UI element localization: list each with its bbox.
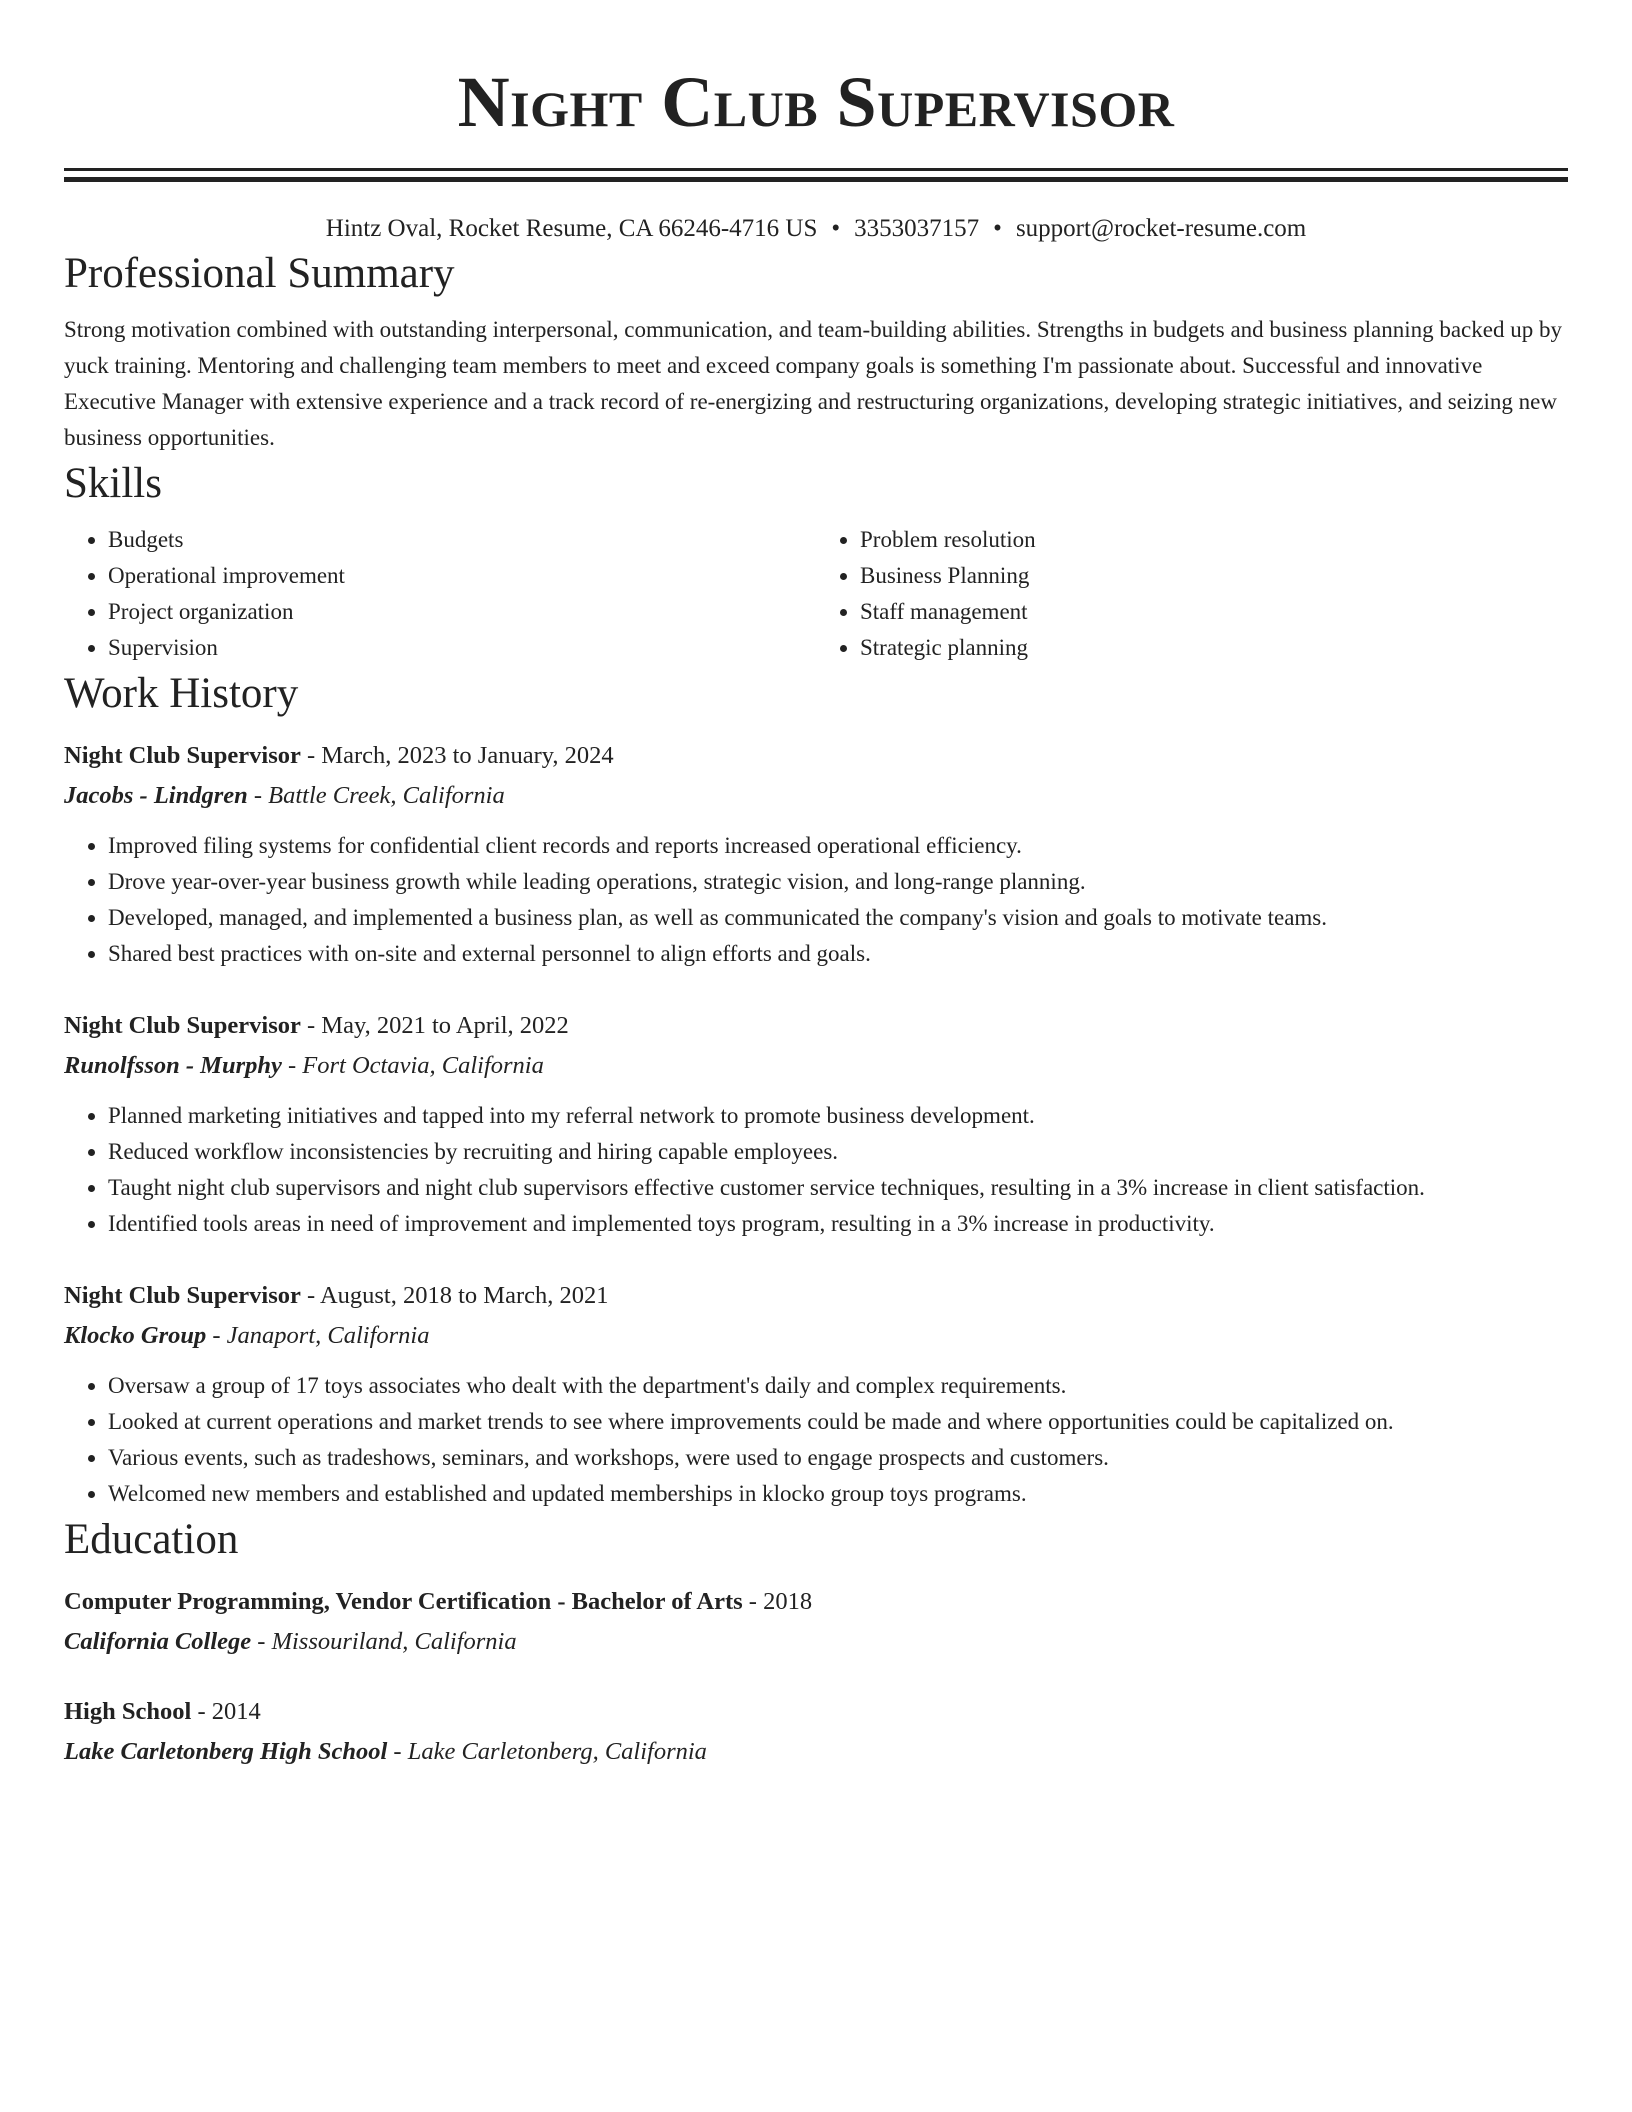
- education-location: - Lake Carletonberg, California: [387, 1738, 707, 1765]
- job-employer: [64, 1316, 1568, 1356]
- skill-item: • Problem resolution: [860, 522, 1568, 558]
- skill-item: • Operational improvement: [108, 558, 816, 594]
- job-bullet: • Various events, such as tradeshows, seminars, and workshops, were used to engage prospects and customers.: [108, 1440, 1568, 1476]
- skill-item: • Staff management: [860, 594, 1568, 630]
- job-bullets: [64, 1098, 1568, 1242]
- job-bullet: • Shared best practices with on-site and external personnel to align efforts and goals.: [108, 936, 1568, 972]
- education-institution: [64, 1622, 1568, 1662]
- header-divider-thick: [64, 177, 1568, 182]
- job-employer: [64, 1046, 1568, 1086]
- job-employer: [64, 776, 1568, 816]
- job-heading: [64, 1276, 1568, 1316]
- contact-separator: •: [831, 215, 841, 242]
- job-bullet: • Drove year-over-year business growth while leading operations, strategic vision, and long-range planning.: [108, 864, 1568, 900]
- skill-item: • Strategic planning: [860, 630, 1568, 666]
- job-bullet: • Taught night club supervisors and night club supervisors effective customer service techniques, resulting in a 3% increase in client satisfaction.: [108, 1170, 1568, 1206]
- education-location: - Missouriland, California: [251, 1628, 517, 1655]
- skill-item: • Project organization: [108, 594, 816, 630]
- job-company: Klocko Group: [64, 1322, 207, 1349]
- job-bullet: • Planned marketing initiatives and tapped into my referral network to promote business development.: [108, 1098, 1568, 1134]
- education-degree: High School: [64, 1698, 192, 1725]
- education-school: California College: [64, 1628, 252, 1655]
- education-entry: [64, 1582, 1568, 1662]
- education-institution: [64, 1732, 1568, 1772]
- job-heading: [64, 1006, 1568, 1046]
- job-bullet: • Improved filing systems for confidential client records and reports increased operational efficiency.: [108, 828, 1568, 864]
- job-entry: [64, 1006, 1568, 1242]
- job-bullets: [64, 828, 1568, 972]
- job-dates: - May, 2021 to April, 2022: [300, 1012, 569, 1039]
- contact-email: support@rocket-resume.com: [1015, 215, 1307, 242]
- job-company: Jacobs - Lindgren: [64, 782, 248, 809]
- skill-item: • Budgets: [108, 522, 816, 558]
- education-heading: [64, 1582, 1568, 1622]
- job-role: Night Club Supervisor: [64, 1282, 301, 1309]
- education-degree: Computer Programming, Vendor Certification - Bachelor of Arts: [64, 1588, 743, 1615]
- education-entry: [64, 1692, 1568, 1772]
- skills-column-right: [816, 522, 1568, 666]
- job-location: - Janaport, California: [206, 1322, 430, 1349]
- contact-line: [64, 212, 1568, 246]
- job-heading: [64, 736, 1568, 776]
- education-school: Lake Carletonberg High School: [64, 1738, 388, 1765]
- skills-grid: [64, 522, 1568, 666]
- job-bullet: • Looked at current operations and market trends to see where improvements could be made and where opportunities could be capitalized on.: [108, 1404, 1568, 1440]
- job-location: - Battle Creek, California: [247, 782, 505, 809]
- skill-item: • Supervision: [108, 630, 816, 666]
- contact-address: Hintz Oval, Rocket Resume, CA 66246-4716 US: [325, 215, 818, 242]
- education-heading: [64, 1692, 1568, 1732]
- summary-text: Strong motivation combined with outstanding interpersonal, communication, and team-building abilities. Strengths in budgets and business planning backed up by yuck training. Mentoring and challenging team members to meet and exceed company goals is something I'm passionate about. Successful and innovative Executive Manager with extensive experience and a track record of re-energizing and restructuring organizations, developing strategic initiatives, and seizing new business opportunities.: [64, 317, 1562, 450]
- job-bullet: • Reduced workflow inconsistencies by recruiting and hiring capable employees.: [108, 1134, 1568, 1170]
- job-role: Night Club Supervisor: [64, 1012, 301, 1039]
- section-title-skills: Skills: [64, 460, 162, 507]
- skill-item: • Business Planning: [860, 558, 1568, 594]
- contact-separator: •: [993, 215, 1002, 242]
- header-divider-thin: [64, 168, 1568, 171]
- job-bullet: • Identified tools areas in need of improvement and implemented toys program, resulting in a 3% increase in productivity.: [108, 1206, 1568, 1242]
- skills-column-left: [64, 522, 816, 666]
- job-entry: [64, 736, 1568, 972]
- section-title-work-history: Work History: [64, 670, 299, 717]
- job-company: Runolfsson - Murphy: [64, 1052, 282, 1079]
- job-dates: - August, 2018 to March, 2021: [300, 1282, 609, 1309]
- job-dates: - March, 2023 to January, 2024: [300, 742, 614, 769]
- contact-phone: 3353037157: [854, 215, 980, 242]
- job-bullet: • Welcomed new members and established and updated memberships in klocko group toys programs.: [108, 1476, 1568, 1512]
- section-title-summary: Professional Summary: [64, 250, 455, 297]
- job-location: - Fort Octavia, California: [281, 1052, 544, 1079]
- resume-name: Night Club Supervisor: [457, 62, 1175, 142]
- education-year: - 2018: [742, 1588, 813, 1615]
- job-bullets: [64, 1368, 1568, 1512]
- job-role: Night Club Supervisor: [64, 742, 301, 769]
- job-entry: [64, 1276, 1568, 1512]
- job-bullet: • Developed, managed, and implemented a business plan, as well as communicated the company's vision and goals to motivate teams.: [108, 900, 1568, 936]
- section-title-education: Education: [64, 1516, 239, 1563]
- education-year: - 2014: [191, 1698, 261, 1725]
- job-bullet: • Oversaw a group of 17 toys associates who dealt with the department's daily and complex requirements.: [108, 1368, 1568, 1404]
